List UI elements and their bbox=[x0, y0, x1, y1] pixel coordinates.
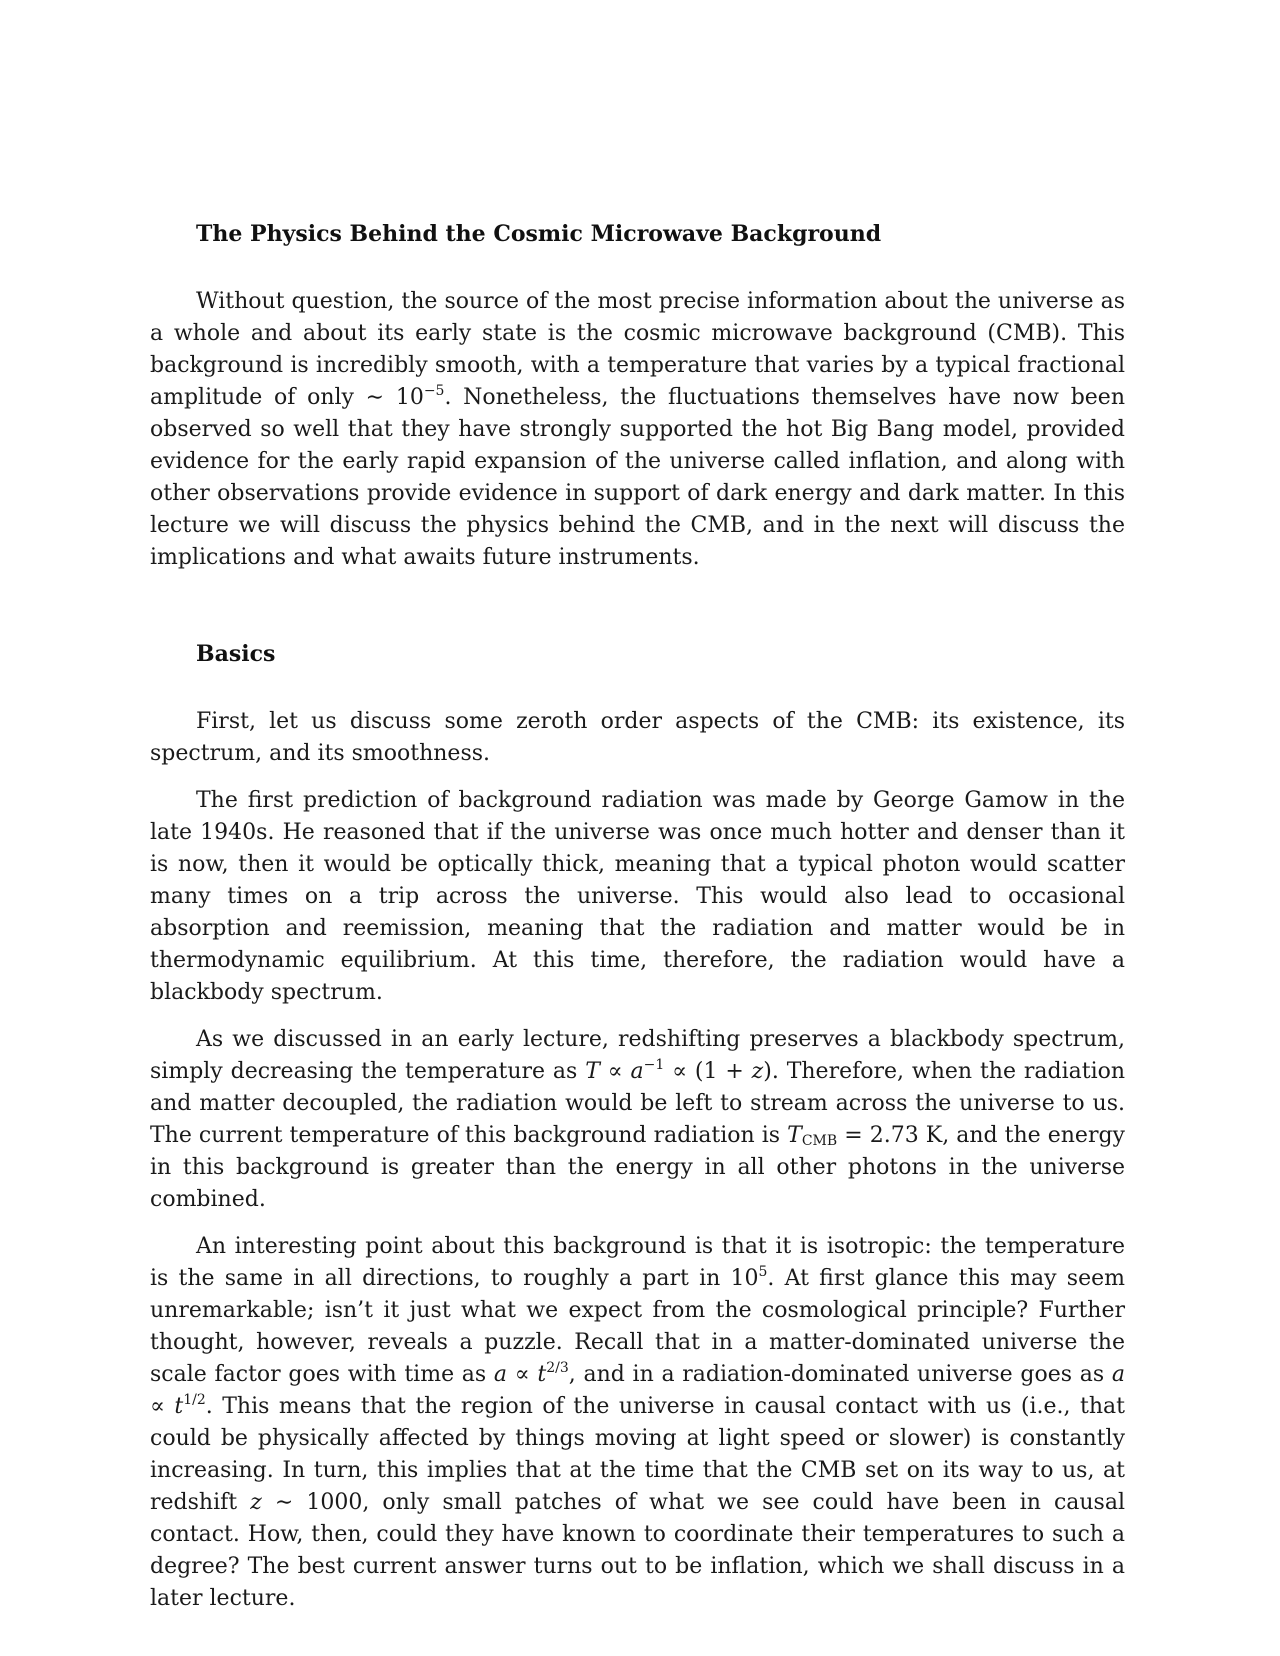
basics-paragraph-1: First, let us discuss some zeroth order aspects of the CMB: its existence, its spectrum, and its smoothness. bbox=[150, 709, 1125, 766]
basics-paragraph-3: As we discussed in an early lecture, redshifting preserves a blackbody spectrum, simply decreasing the temperature as $T \propto a^{-1} \propto (1 + z)$. Therefore, when the radiation and matter decoupled, the radiation would be left to stream across the universe to us. The current temperature of this background radiation is $T_{CMB} = 2.73$ K, and the energy in this background is greater than the energy in all other photons in the universe combined. bbox=[150, 1027, 1126, 1212]
basics-paragraph-4: An interesting point about this background is that it is isotropic: the temperature is the same in all directions, to roughly a part in $10^5$. At first glance this may seem unremarkable; isn’t it just what we expect from the cosmological principle? Further thought, however, reveals a puzzle. Recall that in a matter-dominated universe the scale factor goes with time as $a \propto t^{2/3}$, and in a radiation-dominated universe goes as $a \propto t^{1/2}$. This means that the region of the universe in causal contact with us (i.e., that could be physically affected by things moving at light speed or slower) is constantly increasing. In turn, this implies that at the time that the CMB set on its way to us, at redshift z ∼ 1000, only small patches of what we see could have been in causal contact. How, then, could they have known to coordinate their temperatures to such a degree? The best current answer turns out to be inflation, which we shall discuss in a later lecture. bbox=[150, 1234, 1125, 1611]
section-heading-basics: Basics bbox=[196, 641, 276, 667]
page-title: The Physics Behind the Cosmic Microwave Background bbox=[196, 221, 882, 247]
document-page bbox=[150, 218, 1125, 1615]
basics-paragraph-2: The first prediction of background radiation was made by George Gamow in the late 1940s. He reasoned that if the universe was once much hotter and denser than it is now, then it would be optically thick, meaning that a typical photon would scatter many times on a trip across the universe. This would also lead to occasional absorption and reemission, meaning that the radiation and matter would be in thermodynamic equilibrium. At this time, therefore, the radiation would have a blackbody spectrum. bbox=[150, 788, 1125, 1005]
intro-paragraph: Without question, the source of the most precise information about the universe as a whole and about its early state is the cosmic microwave background (CMB). This background is incredibly smooth, with a temperature that varies by a typical fractional amplitude of only ∼ $10^{-5}$. Nonetheless, the fluctuations themselves have now been observed so well that they have strongly supported the hot Big Bang model, provided evidence for the early rapid expansion of the universe called inflation, and along with other observations provide evidence in support of dark energy and dark matter. In this lecture we will discuss the physics behind the CMB, and in the next will discuss the implications and what awaits future instruments. bbox=[150, 289, 1125, 570]
